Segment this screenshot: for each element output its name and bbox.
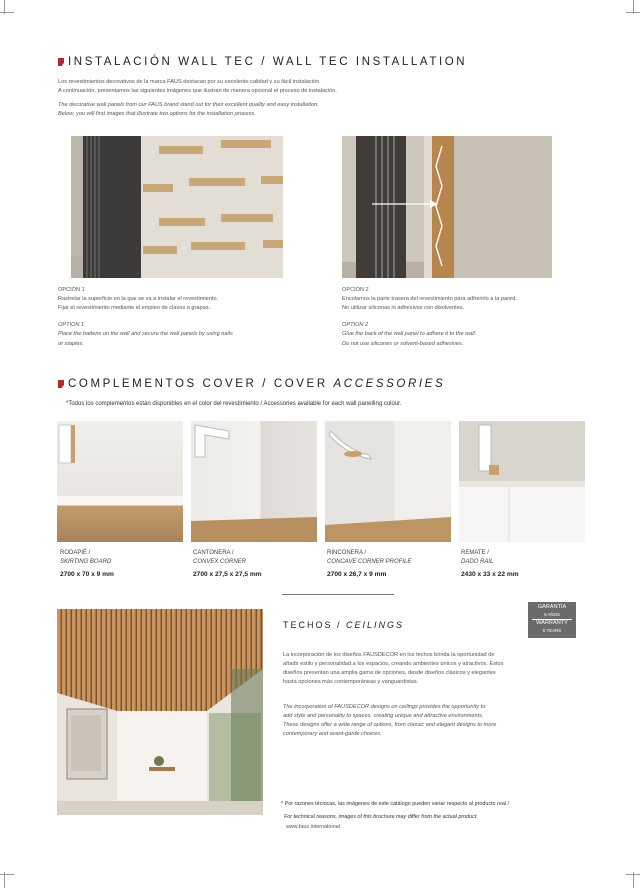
convex-corner-photo xyxy=(191,421,317,542)
accessory-dims-skirting: 2700 x 70 x 9 mm xyxy=(60,571,114,578)
convex-corner-profile-icon xyxy=(191,421,317,542)
option2-photo xyxy=(342,136,552,278)
option1-en-1: Place the battens on the wall and secure the wall panels by using nails xyxy=(58,331,233,337)
option2-es-1: Encolamos la parte trasera del revestimiento para adherirlo a la pared. xyxy=(342,296,517,302)
option1-es-1: Rastrelar la superficie en la que se va a instalar el revestimiento. xyxy=(58,296,219,302)
concave-corner-profile-icon xyxy=(325,421,451,542)
disclaimer-es: * Por razones técnicas, las imágenes de este catálogo pueden variar respecto al producto real / xyxy=(281,801,510,807)
option2-title-es: OPCIÓN 2 xyxy=(342,287,369,293)
accessories-section-title: COMPLEMENTOS COVER / COVER ACCESSORIES xyxy=(58,378,445,390)
ceilings-es-4: hasta opciones más contemporáneas y vanguardistas. xyxy=(283,679,419,685)
ceiling-photo xyxy=(57,609,263,815)
ceilings-section-title: TECHOS / CEILINGS xyxy=(283,620,405,630)
accessory-dims-concave: 2700 x 26,7 x 9 mm xyxy=(327,571,387,578)
option2-en-2: Do not use silicones or solvent-based adhesives. xyxy=(342,341,464,347)
battens-illustration xyxy=(71,136,283,278)
accessory-dims-dado: 2430 x 33 x 22 mm xyxy=(461,571,519,578)
crop-mark xyxy=(626,12,640,13)
install-intro-en-1: The decorative wall panels from our FAUS brand stand out for their excellent quality and easy installation. xyxy=(58,102,319,108)
ceilings-en-4: contemporary and avant-garde choices. xyxy=(283,731,382,737)
option1-en-2: or staples. xyxy=(58,341,84,347)
option1-es-2: Fijar el revestimiento mediante el empleo de clavos o grapas. xyxy=(58,305,211,311)
section-divider xyxy=(282,594,394,595)
ceilings-es-1: La incorporación de los diseños FAUSDECOR en los techos brinda la oportunidad de xyxy=(283,652,495,658)
option1-photo xyxy=(71,136,283,278)
ceilings-en-1: The incorporation of FAUSDECOR designs on ceilings provides the opportunity to xyxy=(283,704,486,710)
install-section-title: INSTALACIÓN WALL TEC / WALL TEC INSTALLATION xyxy=(58,56,467,68)
accessory-label-skirting: RODAPIÉ / SKIRTING BOARD xyxy=(60,550,112,565)
accessories-note: *Todos los complementos están disponibles en el color del revestimiento / Accessories available for each wall panelling colour. xyxy=(66,401,402,407)
option2-en-1: Glue the back of the wall panel to adhere it to the wall. xyxy=(342,331,477,337)
accessory-label-convex: CANTONERA / CONVEX CORNER xyxy=(193,550,247,565)
brand-mark-icon xyxy=(58,58,64,66)
disclaimer-en: For technical reasons, images of this brochure may differ from the actual product. xyxy=(284,814,478,820)
skirting-profile-icon xyxy=(57,421,183,542)
ceilings-es-3: diseños presentan una amplia gama de opciones, desde diseños clásicos y elegantes xyxy=(283,670,496,676)
brand-mark-icon xyxy=(58,380,64,388)
ceilings-en-3: These designs offer a wide range of options, from classic and elegant designs to more xyxy=(283,722,497,728)
dado-rail-profile-icon xyxy=(459,421,585,542)
install-intro-es-1: Los revestimientos decorativos de la marca FAUS destacan por su excelente calidad y su fácil instalación. xyxy=(58,79,321,85)
ceilings-es-2: añadir estilo y personalidad a los espacios, creando ambientes únicos y atractivos. Estos xyxy=(283,661,504,667)
crop-mark xyxy=(626,874,640,875)
accessory-label-dado: REMATE / DADO RAIL xyxy=(461,550,494,565)
accessory-dims-convex: 2700 x 27,5 x 27,5 mm xyxy=(193,571,262,578)
concave-corner-photo xyxy=(325,421,451,542)
option2-title-en: OPTION 2 xyxy=(342,322,369,328)
warranty-badge: GARANTÍA 5 AÑOS WARRANTY 5 YEARS xyxy=(528,602,576,638)
install-intro-es-2: A continuación, presentamos las siguientes imágenes que ilustran de manera opcional el proceso de instalación. xyxy=(58,88,337,94)
option2-es-2: No utilizar siliconas ni adhesivos con disolventes. xyxy=(342,305,465,311)
option1-title-en: OPTION 1 xyxy=(58,322,85,328)
crop-mark xyxy=(0,12,14,13)
footer-url[interactable]: www.faus.international xyxy=(286,824,340,830)
glue-illustration xyxy=(342,136,552,278)
install-intro-en-2: Below, you will find images that illustrate two options for the installation process. xyxy=(58,111,256,117)
accessory-label-concave: RINCONERA / CONCAVE CORNER PROFILE xyxy=(327,550,412,565)
option1-title-es: OPCIÓN 1 xyxy=(58,287,85,293)
ceilings-en-2: add style and personality to spaces, creating unique and attractive environments. xyxy=(283,713,484,719)
skirting-board-photo xyxy=(57,421,183,542)
crop-mark xyxy=(0,874,14,875)
ceiling-illustration xyxy=(57,609,263,815)
dado-rail-photo xyxy=(459,421,585,542)
